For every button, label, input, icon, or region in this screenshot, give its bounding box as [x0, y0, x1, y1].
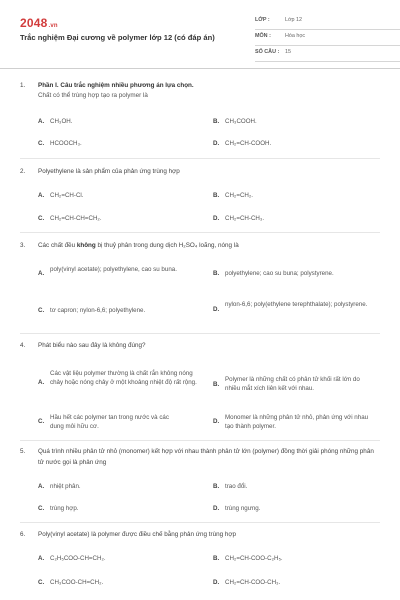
option-text: Polymer là những chất có phân tử khối rất lớn do nhiều mắt xích liên kết với nhau. [225, 376, 360, 392]
option-text: trùng hợp. [50, 505, 79, 512]
option-label: A. [38, 483, 45, 490]
question-5 [20, 446, 380, 523]
option-d[interactable] [213, 504, 365, 513]
option-text: CH₂=CH-Cl. [50, 192, 84, 199]
question-line [20, 240, 380, 251]
option-text: HCOOCH₃. [50, 140, 82, 147]
question-text-part: Các chất đều [38, 242, 77, 249]
option-label: A. [38, 270, 45, 277]
option-label: C. [38, 215, 45, 222]
meta-key: MÔN : [255, 33, 271, 39]
option-text: poly(vinyl acetate); polyethylene, cao su buna. [50, 266, 177, 273]
question-3 [20, 240, 380, 331]
option-label: A. [38, 379, 45, 386]
option-b[interactable] [213, 482, 365, 491]
question-line [20, 80, 380, 91]
option-text: nhiệt phân. [50, 483, 81, 490]
option-d[interactable] [213, 139, 365, 148]
option-text: CH₂=CH-COO-CH₃. [225, 579, 281, 586]
question-number: 6. [20, 531, 26, 538]
option-a[interactable] [38, 265, 180, 278]
option-text: C₂H₅COO-CH=CH₂. [50, 555, 106, 562]
option-b[interactable] [213, 375, 375, 393]
question-text [38, 80, 194, 91]
question-text: Phát biểu nào sau đây là không đúng? [38, 342, 146, 349]
page-header [20, 14, 382, 66]
option-label: B. [213, 192, 220, 199]
option-label: C. [38, 307, 45, 314]
question-text: Poly(vinyl acetate) là polymer được điều chế bằng phản ứng trùng hợp [38, 531, 237, 538]
question-line [20, 529, 380, 540]
option-label: D. [213, 579, 220, 586]
meta-value: 15 [285, 49, 291, 55]
option-a[interactable] [38, 369, 198, 387]
option-b[interactable] [213, 554, 365, 563]
question-prompt: Chất có thể trùng hợp tạo ra polymer là [38, 92, 148, 99]
option-label: C. [38, 140, 45, 147]
option-text: CH₂=CH-CH₃. [225, 215, 265, 222]
question-number: 2. [20, 168, 26, 175]
option-text: polyethylene; cao su buna; polystyrene. [225, 270, 334, 277]
option-text: CH₂=CH-CH=CH₂. [50, 215, 102, 222]
question-divider [20, 333, 380, 334]
option-label: C. [38, 418, 45, 425]
option-text: CH₃OH. [50, 118, 73, 125]
option-label: A. [38, 555, 45, 562]
page-title: Trắc nghiệm Đại cương về polymer lớp 12 (có đáp án) [20, 33, 215, 42]
option-label: D. [213, 306, 220, 313]
site-logo[interactable] [20, 16, 58, 30]
option-a[interactable] [38, 117, 190, 126]
option-c[interactable] [38, 504, 190, 513]
option-a[interactable] [38, 191, 190, 200]
question-number: 4. [20, 342, 26, 349]
question-divider [20, 158, 380, 159]
meta-row-grade [255, 14, 400, 30]
meta-key: LỚP : [255, 17, 270, 23]
question-divider [20, 440, 380, 441]
options [38, 540, 380, 595]
option-label: B. [213, 270, 220, 277]
option-d[interactable] [213, 578, 365, 587]
option-b[interactable] [213, 269, 400, 278]
option-text: CH₂=CH₂. [225, 192, 254, 199]
option-a[interactable] [38, 482, 190, 491]
meta-key: SỐ CÂU : [255, 49, 280, 55]
header-divider [0, 68, 400, 69]
question-number: 5. [20, 448, 26, 455]
options [38, 351, 380, 441]
option-label: A. [38, 192, 45, 199]
option-text: tơ capron; nylon-6,6; polyethylene. [50, 307, 146, 314]
question-number: 3. [20, 242, 26, 249]
option-b[interactable] [213, 117, 365, 126]
option-text: trùng ngưng. [225, 505, 261, 512]
options [38, 468, 380, 523]
question-1 [20, 80, 380, 151]
option-d[interactable] [213, 300, 377, 314]
option-label: B. [213, 118, 220, 125]
option-d[interactable] [213, 413, 377, 431]
question-line [20, 166, 380, 177]
question-text: Quá trình nhiều phân tử nhỏ (monomer) kết hợp với nhau thành phân tử lớn (polymer) đồng thời giải phóng những phân tử nước gọi là phản ứng [38, 448, 374, 466]
option-label: B. [213, 381, 220, 388]
option-label: A. [38, 118, 45, 125]
option-c[interactable] [38, 413, 180, 431]
option-label: D. [213, 140, 220, 147]
option-text: CH₃COO-CH=CH₂. [50, 579, 104, 586]
option-a[interactable] [38, 554, 190, 563]
question-divider [20, 232, 380, 233]
question-line [20, 340, 380, 351]
question-6 [20, 529, 380, 595]
option-c[interactable] [38, 139, 190, 148]
option-text: nylon-6,6; poly(ethylene terephthalate); polystyrene. [225, 301, 368, 308]
option-text: CH₂=CH-COO-C₂H₅. [225, 555, 283, 562]
option-label: D. [213, 215, 220, 222]
meta-row-count [255, 46, 400, 62]
question-text: Polyethylene là sản phẩm của phản ứng trùng hợp [38, 168, 180, 175]
logo-main: 2048 [20, 16, 48, 30]
question-2 [20, 166, 380, 227]
question-text-part: bị thuỷ phân trong dung dịch H₂SO₄ loãng, nóng là [95, 242, 239, 249]
meta-table [255, 14, 400, 62]
meta-row-subject [255, 30, 400, 46]
option-d[interactable] [213, 214, 365, 223]
option-text: Hầu hết các polymer tan trong nước và các dung môi hữu cơ. [50, 414, 169, 430]
question-divider [20, 522, 380, 523]
section-heading: Phần I. Câu trắc nghiệm nhiều phương án lựa chọn. [38, 82, 194, 89]
question-text [38, 240, 239, 251]
meta-value: Hóa học [285, 33, 306, 39]
option-label: C. [38, 579, 45, 586]
option-b[interactable] [213, 191, 365, 200]
option-c[interactable] [38, 214, 190, 223]
option-c[interactable] [38, 578, 190, 587]
question-text-emphasis: không [76, 242, 96, 249]
option-text: Các vật liệu polymer thường là chất rắn không nóng chảy hoặc nóng chảy ở một khoảng nhiệt độ rất rộng. [50, 370, 197, 386]
option-text: CH₃COOH. [225, 118, 257, 125]
option-label: D. [213, 418, 220, 425]
option-label: B. [213, 555, 220, 562]
option-text: trao đổi. [225, 483, 248, 490]
option-label: D. [213, 505, 220, 512]
option-text: Monomer là những phân tử nhỏ, phản ứng với nhau tạo thành polymer. [225, 414, 369, 430]
question-line [20, 446, 380, 468]
question-number: 1. [20, 82, 26, 89]
option-text: CH₂=CH-COOH. [225, 140, 272, 147]
options [38, 177, 380, 227]
question-4 [20, 340, 380, 441]
option-label: C. [38, 505, 45, 512]
option-label: B. [213, 483, 220, 490]
option-c[interactable] [38, 306, 190, 315]
meta-value: Lớp 12 [285, 17, 303, 23]
options [38, 251, 380, 331]
options [38, 101, 380, 151]
logo-suffix: .vn [48, 23, 58, 29]
